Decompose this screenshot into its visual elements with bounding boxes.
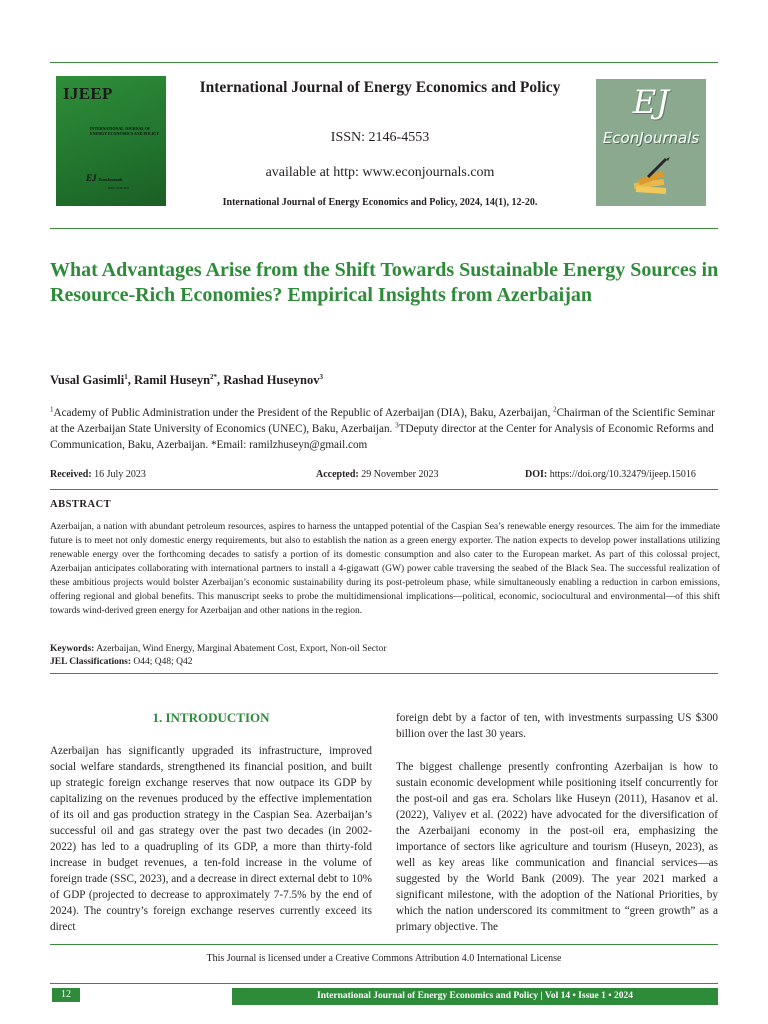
header-rule xyxy=(50,228,718,229)
license-rule xyxy=(50,944,718,945)
intro-right-paragraph-2: The biggest challenge presently confronting Azerbaijan is how to sustain economic development while positioning itself concurrently for the post-oil and gas era. Scholars like Huseyn (2011), Hasanov et al. (2022), Valiyev et al. (2022) have advocated for the diversification of the Azerbaijani economy in the post-oil era, emphasizing the importance of sectors like agriculture and tourism (Huseyn, 2023), as well as key areas like communication and financial services—as suggested by the World Bank (2009). The year 2021 marked a significant milestone, with the adoption of the National Priorities, by which the nation underscored its commitment to “green growth” as a primary objective. The xyxy=(396,761,718,933)
paper-title: What Advantages Arise from the Shift Towards Sustainable Energy Sources in Resource-Rich Economies? Empirical Insights from Azerbaijan xyxy=(50,259,719,306)
author: Rashad Huseynov xyxy=(223,373,320,387)
author: Ramil Huseyn xyxy=(133,373,211,387)
affiliations: $^1$Academy of Public Administration under the President of the Republic of Azerbaijan (DIA), Baku, Azerbaijan, $^2$Chairman of the Scientific Seminar at the Azerbaijan State University of Economics (UNEC), Baku, Azerbaijan. $^3$TDeputy director at the Center for Analysis of Economic Reforms and Communication, Baku, Azerbaijan. *Email: ramilzhuseyn@gmail.com xyxy=(50,405,716,451)
footer-rule xyxy=(50,983,718,984)
ej-text: EconJournals xyxy=(602,129,700,147)
books-icon xyxy=(630,157,674,197)
footer-journal-bar: International Journal of Energy Economics and Policy | Vol 14 • Issue 1 • 2024 xyxy=(232,988,718,1005)
accepted-date: Accepted: 29 November 2023 xyxy=(316,469,439,480)
abstract-rule xyxy=(50,489,718,490)
cover-logo: EJ EconJournals xyxy=(86,173,123,183)
received-date: Received: 16 July 2023 xyxy=(50,469,146,480)
license-text[interactable]: This Journal is licensed under a Creative Commons Attribution 4.0 International License xyxy=(206,953,562,964)
cover-title: IJEEP xyxy=(63,84,113,103)
author: Vusal Gasimli xyxy=(50,373,125,387)
intro-left-paragraph: Azerbaijan has significantly upgraded its infrastructure, improved social welfare standards, strengthened its financial position, and built up strategic foreign exchange reserves that now outpace its GDP by capitalizing on the revenues produced by the effective implementation of its oil and gas production strategy in the Caspian Sea. Azerbaijan’s successful oil and gas strategy over the past two decades (in 2002-2022) has led to a quadrupling of its GDP, a more than thirty-fold increase in budget revenues, a ten-fold increase in the volume of foreign trade (SSC, 2023), and a decrease in direct external debt to 10% of GDP (projected to decrease to approximately 7-7.5% by the end of 2024). The country’s foreign exchange reserves currently exceed its direct xyxy=(50,745,372,933)
top-rule xyxy=(50,62,718,63)
author-list: Vusal Gasimli$^1$, Ramil Huseyn$^{2*}$, Rashad Huseynov$^3$ xyxy=(50,372,323,387)
abstract-body: Azerbaijan, a nation with abundant petroleum resources, aspires to harness the untapped potential of the Caspian Sea’s renewable energy resources. The aim for the immediate future is to meet not only domestic energy requirements, but also to establish the nation as a green energy exporter. The nation expects to develop power installations utilizing renewable energy over the forthcoming decades to satisfy a portion of its domestic consumption and also cater to the European market. As part of this colossal project, Azerbaijan anticipates collaborating with international partners to install a 4-gigawatt (GW) power cable traversing the seabed of the Black Sea. The successful realization of these ambitious projects would bolster Azerbaijan’s economic sustainability during its post-petroleum phase, while simultaneously enabling a reduction in carbon emissions, offering regional and global benefits. This manuscript seeks to probe the multidimensional implications—political, economic, sociocultural and environmental—of this shift towards wind-derived green energy for Azerbaijan and other nations in the region. xyxy=(50,522,720,616)
article-citation: International Journal of Energy Economics and Policy, 2024, 14(1), 12-20. xyxy=(222,197,538,208)
journal-website[interactable]: available at http: www.econjournals.com xyxy=(265,165,495,180)
cover-issn: ISSN: 2146-4553 xyxy=(108,186,130,190)
intro-rule xyxy=(50,673,718,674)
econjournals-logo xyxy=(596,79,706,206)
ej-mark: EJ xyxy=(632,83,670,121)
keywords: Keywords: Azerbaijan, Wind Energy, Marginal Abatement Cost, Export, Non-oil Sector xyxy=(50,644,387,654)
page-number: 12 xyxy=(52,988,80,1002)
section-heading-introduction: 1. INTRODUCTION xyxy=(152,710,270,725)
intro-right-paragraph-1: foreign debt by a factor of ten, with investments surpassing US $300 billion over the last 30 years. xyxy=(396,712,718,740)
journal-cover-image xyxy=(56,76,166,206)
abstract-heading: ABSTRACT xyxy=(50,499,112,510)
journal-title: International Journal of Energy Economics and Policy xyxy=(199,79,561,96)
cover-subtitle: INTERNATIONAL JOURNAL OF ENERGY ECONOMICS AND POLICY xyxy=(90,126,160,136)
doi[interactable]: DOI: https://doi.org/10.32479/ijeep.15016 xyxy=(525,469,696,480)
journal-issn: ISSN: 2146-4553 xyxy=(330,130,430,145)
jel-classifications: JEL Classifications: O44; Q48; Q42 xyxy=(50,657,193,667)
